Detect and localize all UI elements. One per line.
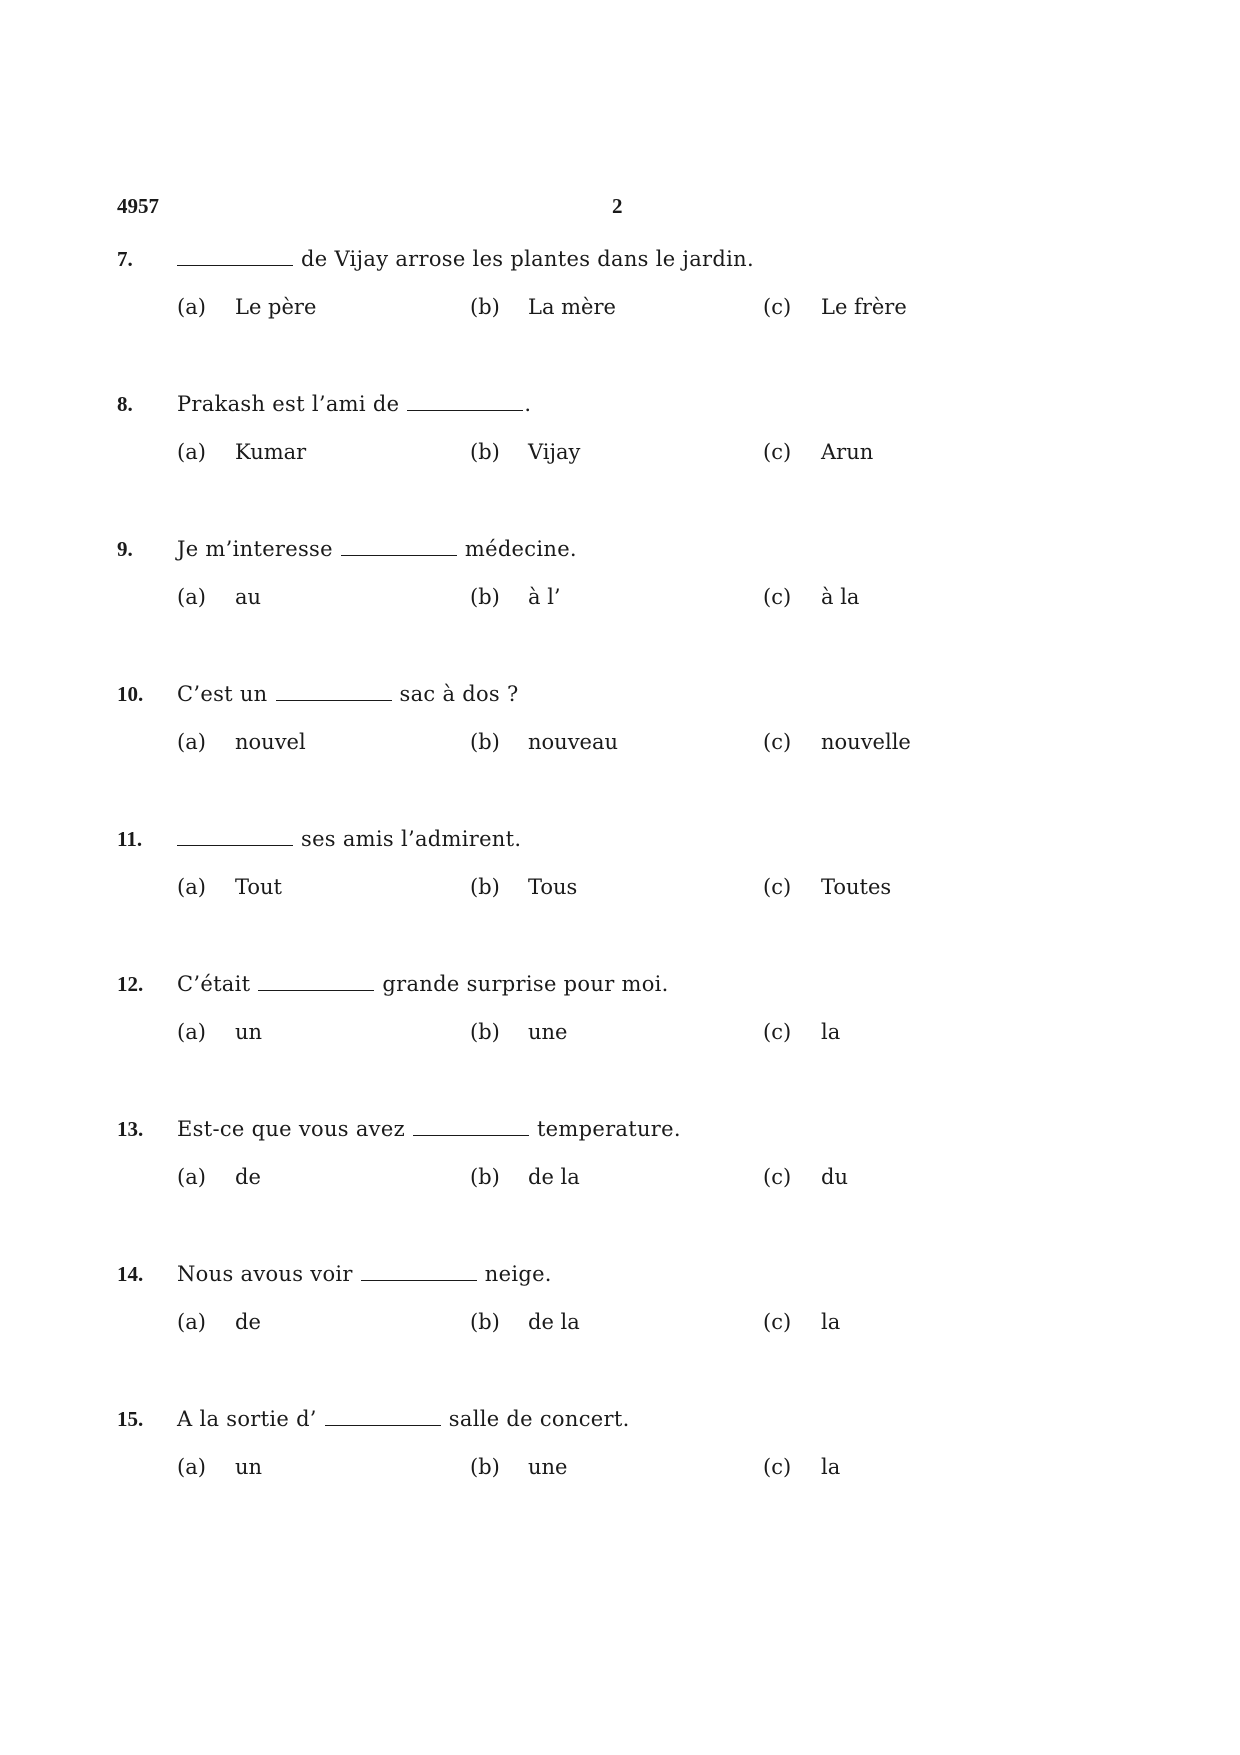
question-text	[177, 972, 669, 996]
question-text-before-blank: Prakash est l’ami de	[177, 392, 400, 416]
option-b	[470, 295, 616, 319]
question-item	[117, 1262, 1117, 1340]
option-text: un	[235, 1020, 263, 1044]
option-text: au	[235, 585, 262, 609]
question-text	[177, 827, 521, 851]
option-text: nouvel	[235, 730, 306, 754]
options-row	[117, 585, 1117, 615]
options-row	[117, 875, 1117, 905]
option-text: un	[235, 1455, 263, 1479]
option-b	[470, 875, 577, 899]
question-number: 13.	[117, 1117, 144, 1141]
question-number: 9.	[117, 537, 133, 561]
option-text: à l’	[528, 585, 561, 609]
option-b	[470, 585, 561, 609]
option-key: (b)	[470, 875, 500, 899]
question-number: 12.	[117, 972, 144, 996]
option-text: Tout	[235, 875, 282, 899]
question-text	[177, 682, 519, 706]
option-key: (a)	[177, 1455, 206, 1479]
option-key: (b)	[470, 1455, 500, 1479]
option-text: de la	[528, 1165, 580, 1189]
option-key: (a)	[177, 730, 206, 754]
option-a	[177, 1455, 262, 1479]
option-key: (c)	[763, 1165, 792, 1189]
answer-blank	[276, 699, 392, 701]
question-line	[117, 392, 1117, 422]
option-text: la	[821, 1310, 841, 1334]
option-key: (b)	[470, 1020, 500, 1044]
question-line	[117, 537, 1117, 567]
question-text-before-blank: C’est un	[177, 682, 268, 706]
question-number: 8.	[117, 392, 133, 416]
question-number: 15.	[117, 1407, 144, 1431]
option-key: (a)	[177, 1020, 206, 1044]
question-text-before-blank: Est-ce que vous avez	[177, 1117, 405, 1141]
option-a	[177, 730, 306, 754]
options-row	[117, 1310, 1117, 1340]
answer-blank	[325, 1424, 441, 1426]
option-text: Le frère	[821, 295, 907, 319]
question-text-after-blank: salle de concert.	[448, 1407, 630, 1431]
option-c	[763, 875, 891, 899]
option-a	[177, 295, 316, 319]
question-number: 7.	[117, 247, 133, 271]
question-item	[117, 537, 1117, 615]
question-number: 14.	[117, 1262, 144, 1286]
option-text: Tous	[528, 875, 578, 899]
option-key: (a)	[177, 1165, 206, 1189]
option-text: du	[821, 1165, 848, 1189]
option-text: de	[235, 1310, 261, 1334]
option-key: (b)	[470, 295, 500, 319]
question-text-before-blank: Je m’interesse	[177, 537, 333, 561]
question-item	[117, 1117, 1117, 1195]
option-text: Arun	[821, 440, 874, 464]
option-c	[763, 295, 907, 319]
question-item	[117, 247, 1117, 325]
option-key: (b)	[470, 440, 500, 464]
question-line	[117, 247, 1117, 277]
question-number: 11.	[117, 827, 143, 851]
question-text-after-blank: sac à dos ?	[399, 682, 519, 706]
option-text: nouvelle	[821, 730, 911, 754]
option-a	[177, 875, 282, 899]
question-item	[117, 682, 1117, 760]
option-c	[763, 585, 859, 609]
option-b	[470, 1455, 567, 1479]
question-item	[117, 972, 1117, 1050]
answer-blank	[361, 1279, 477, 1281]
option-key: (c)	[763, 1310, 792, 1334]
options-row	[117, 295, 1117, 325]
option-key: (b)	[470, 1310, 500, 1334]
option-b	[470, 1020, 567, 1044]
option-c	[763, 1165, 848, 1189]
answer-blank	[177, 844, 293, 846]
option-key: (a)	[177, 875, 206, 899]
options-row	[117, 1165, 1117, 1195]
option-c	[763, 1310, 840, 1334]
option-text: nouveau	[528, 730, 619, 754]
option-key: (a)	[177, 440, 206, 464]
options-row	[117, 730, 1117, 760]
option-text: à la	[821, 585, 860, 609]
question-text-before-blank: C’était	[177, 972, 251, 996]
option-key: (c)	[763, 1455, 792, 1479]
option-b	[470, 1165, 580, 1189]
option-key: (c)	[763, 440, 792, 464]
option-a	[177, 1165, 261, 1189]
question-text-after-blank: .	[524, 392, 532, 416]
question-text-after-blank: temperature.	[536, 1117, 681, 1141]
option-a	[177, 1020, 262, 1044]
option-text: la	[821, 1020, 841, 1044]
question-text-after-blank: ses amis l’admirent.	[301, 827, 522, 851]
question-text-before-blank: A la sortie d’	[177, 1407, 317, 1431]
option-key: (a)	[177, 585, 206, 609]
question-text	[177, 1407, 630, 1431]
question-line	[117, 1262, 1117, 1292]
option-a	[177, 585, 261, 609]
option-b	[470, 1310, 580, 1334]
option-key: (c)	[763, 875, 792, 899]
option-key: (a)	[177, 295, 206, 319]
option-key: (a)	[177, 1310, 206, 1334]
option-text: de la	[528, 1310, 580, 1334]
question-text	[177, 247, 754, 271]
option-text: Le père	[235, 295, 317, 319]
option-c	[763, 730, 911, 754]
question-line	[117, 972, 1117, 1002]
option-a	[177, 440, 306, 464]
options-row	[117, 1020, 1117, 1050]
question-text-after-blank: grande surprise pour moi.	[382, 972, 669, 996]
option-text: une	[528, 1455, 568, 1479]
question-text-after-blank: médecine.	[464, 537, 577, 561]
option-key: (c)	[763, 730, 792, 754]
page-number: 2	[612, 194, 623, 218]
option-key: (c)	[763, 585, 792, 609]
option-key: (c)	[763, 1020, 792, 1044]
question-text-before-blank: Nous avous voir	[177, 1262, 353, 1286]
answer-blank	[258, 989, 374, 991]
option-c	[763, 1455, 840, 1479]
question-item	[117, 392, 1117, 470]
option-text: Kumar	[235, 440, 307, 464]
option-text: une	[528, 1020, 568, 1044]
question-text	[177, 1117, 681, 1141]
option-b	[470, 440, 580, 464]
question-text	[177, 537, 577, 561]
question-line	[117, 1407, 1117, 1437]
option-key: (b)	[470, 730, 500, 754]
question-text	[177, 1262, 552, 1286]
answer-blank	[341, 554, 457, 556]
option-text: de	[235, 1165, 261, 1189]
question-text	[177, 392, 531, 416]
question-item	[117, 1407, 1117, 1485]
option-c	[763, 1020, 840, 1044]
option-key: (b)	[470, 1165, 500, 1189]
option-c	[763, 440, 873, 464]
question-text-after-blank: neige.	[484, 1262, 552, 1286]
question-item	[117, 827, 1117, 905]
option-key: (b)	[470, 585, 500, 609]
answer-blank	[413, 1134, 529, 1136]
question-line	[117, 682, 1117, 712]
option-text: Vijay	[528, 440, 581, 464]
options-row	[117, 440, 1117, 470]
answer-blank	[177, 264, 293, 266]
exam-code: 4957	[117, 194, 159, 218]
option-text: la	[821, 1455, 841, 1479]
options-row	[117, 1455, 1117, 1485]
option-b	[470, 730, 618, 754]
option-key: (c)	[763, 295, 792, 319]
option-text: Toutes	[821, 875, 892, 899]
answer-blank	[407, 409, 523, 411]
question-text-after-blank: de Vijay arrose les plantes dans le jardin.	[301, 247, 754, 271]
question-line	[117, 1117, 1117, 1147]
option-a	[177, 1310, 261, 1334]
question-number: 10.	[117, 682, 144, 706]
question-line	[117, 827, 1117, 857]
option-text: La mère	[528, 295, 616, 319]
